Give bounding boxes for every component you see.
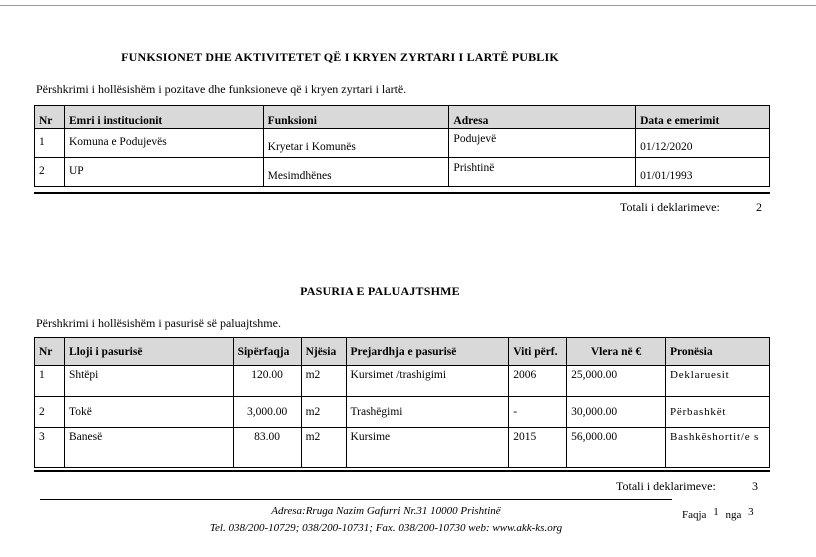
table-end-rule — [34, 470, 770, 472]
header-appointment-date: Data e emerimit — [636, 106, 770, 129]
cell-area: 83.00 — [233, 428, 301, 468]
top-border-line — [0, 5, 816, 6]
functions-table — [34, 105, 770, 187]
header-nr: Nr — [35, 106, 65, 129]
cell-origin: Kursimet /trashigimi — [346, 366, 509, 397]
cell-function: Mesimdhënes — [263, 158, 449, 187]
table-header-row — [35, 106, 770, 129]
page-label: Faqja — [682, 509, 707, 521]
cell-value: 25,000.00 — [567, 366, 666, 397]
header-unit: Njësia — [301, 338, 346, 366]
total-declarations-functions — [620, 200, 762, 215]
footer-contact: Tel. 038/200-10729; 038/200-10731; Fax. 038/200-10730 web: www.akk-ks.org — [209, 522, 563, 534]
cell-origin: Trashëgimi — [346, 397, 509, 428]
cell-date: 01/01/1993 — [636, 158, 770, 187]
table-end-rule — [34, 192, 770, 194]
page-separator: nga — [725, 509, 742, 521]
cell-nr: 3 — [35, 428, 65, 468]
header-address: Adresa — [449, 106, 636, 129]
table-row — [35, 158, 770, 187]
section-title-functions: FUNKSIONET DHE AKTIVITETET QË I KRYEN ZYRTARI I LARTË PUBLIK — [121, 50, 559, 64]
table-row — [35, 129, 770, 158]
footer-rule — [40, 499, 672, 500]
cell-area: 3,000.00 — [233, 397, 301, 428]
table-row — [35, 397, 770, 428]
header-year: Viti përf. — [509, 338, 567, 366]
cell-year: 2006 — [509, 366, 567, 397]
total-declarations-real-estate — [616, 479, 758, 494]
header-area: Sipërfaqja — [233, 338, 301, 366]
cell-unit: m2 — [301, 397, 346, 428]
section-description-real-estate: Përshkrimi i hollësishëm i pasurisë së paluajtshme. — [36, 316, 281, 330]
section-description-functions: Përshkrimi i hollësishëm i pozitave dhe funksioneve që i kryen zyrtari i lartë. — [36, 82, 407, 96]
cell-nr: 1 — [35, 129, 65, 158]
cell-year: 2015 — [509, 428, 567, 468]
cell-address: Podujevë — [449, 129, 636, 158]
total-label: Totali i deklarimeve: — [616, 479, 716, 493]
header-property-type: Lloji i pasurisë — [64, 338, 233, 366]
real-estate-table — [34, 337, 770, 468]
cell-origin: Kursime — [346, 428, 509, 468]
total-value: 3 — [752, 479, 758, 493]
header-nr: Nr — [35, 338, 65, 366]
cell-nr: 2 — [35, 158, 65, 187]
page-indicator — [682, 506, 758, 521]
footer-address: Adresa:Rruga Nazim Gafurri Nr.31 10000 Prishtinë — [271, 505, 501, 517]
cell-ownership: Deklaruesit — [665, 366, 769, 397]
page-total: 3 — [748, 506, 754, 518]
total-label: Totali i deklarimeve: — [620, 200, 720, 214]
cell-property-type: Tokë — [64, 397, 233, 428]
header-institution: Emri i institucionit — [64, 106, 263, 129]
header-origin: Prejardhja e pasurisë — [346, 338, 509, 366]
cell-unit: m2 — [301, 428, 346, 468]
total-value: 2 — [756, 200, 762, 214]
page-current: 1 — [713, 506, 719, 518]
table-row — [35, 366, 770, 397]
cell-institution: Komuna e Podujevës — [64, 129, 263, 158]
cell-property-type: Banesë — [64, 428, 233, 468]
table-row — [35, 428, 770, 468]
cell-ownership: Bashkëshortit/e s — [665, 428, 769, 468]
header-value: Vlera në € — [567, 338, 666, 366]
cell-area: 120.00 — [233, 366, 301, 397]
cell-value: 30,000.00 — [567, 397, 666, 428]
cell-value: 56,000.00 — [567, 428, 666, 468]
cell-unit: m2 — [301, 366, 346, 397]
cell-function: Kryetar i Komunës — [263, 129, 449, 158]
cell-nr: 2 — [35, 397, 65, 428]
cell-ownership: Përbashkët — [665, 397, 769, 428]
cell-institution: UP — [64, 158, 263, 187]
section-title-real-estate: PASURIA E PALUAJTSHME — [300, 284, 460, 298]
header-ownership: Pronësia — [665, 338, 769, 366]
table-header-row — [35, 338, 770, 366]
cell-date: 01/12/2020 — [636, 129, 770, 158]
cell-address: Prishtinë — [449, 158, 636, 187]
cell-year: - — [509, 397, 567, 428]
header-function: Funksioni — [263, 106, 449, 129]
cell-nr: 1 — [35, 366, 65, 397]
cell-property-type: Shtëpi — [64, 366, 233, 397]
